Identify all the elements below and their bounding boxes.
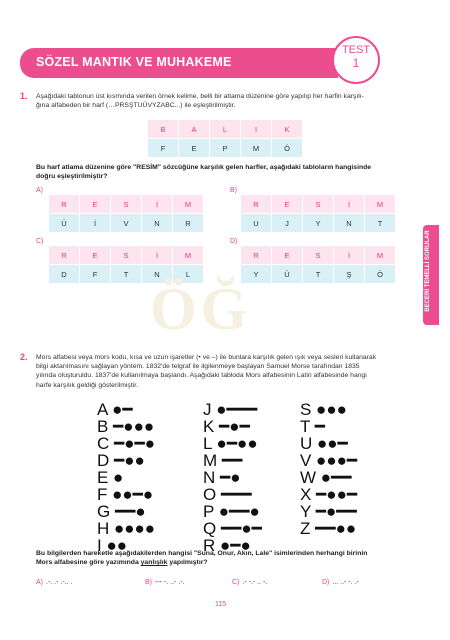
question-1-line-2: ğına alfabeden bir harf (…PRSŞTUÜVYZABC...) ile eşleştirilmiştir. xyxy=(36,102,236,110)
side-tab-label: BECERİ TEMELLİ SORULAR xyxy=(425,230,431,312)
option-cell: S xyxy=(303,195,334,214)
option-cell: Ü xyxy=(272,265,303,284)
option-cell: N xyxy=(334,214,365,233)
option-cell: İ xyxy=(142,195,173,214)
option-a-label: A) xyxy=(36,187,43,194)
option-a-table[interactable] xyxy=(48,194,204,233)
morse-entry: E ● xyxy=(97,468,124,487)
answer-c-value: .- -.- .. -. xyxy=(242,579,268,586)
option-cell: Ö xyxy=(365,265,396,284)
answer-c[interactable] xyxy=(232,579,267,586)
question-2-prompt-line-2 xyxy=(36,558,421,567)
question-2-line-4: harfe karşılık geldiği gösterilmiştir. xyxy=(36,381,138,389)
answer-b-value: --- -. ..- .-. xyxy=(155,579,185,586)
morse-entry: C ━●━● xyxy=(97,434,156,453)
morse-entry: B ━●●● xyxy=(97,417,155,436)
answer-a-value: .-. .- .-.. . xyxy=(46,579,73,586)
morse-entry: D ━●● xyxy=(97,451,145,470)
option-cell: M xyxy=(173,246,204,265)
example-top-cell: K xyxy=(272,120,303,139)
answer-d-label: D) xyxy=(322,579,330,586)
option-cell: İ xyxy=(334,246,365,265)
test-number: 1 xyxy=(352,56,360,70)
option-cell: E xyxy=(80,246,111,265)
option-b-bottom-row xyxy=(241,214,396,233)
question-1-prompt-line-1: Bu harf atlama düzenine göre "RESİM" sözcüğüne karşılık gelen harfler, aşağıdaki tabloların hangisinde xyxy=(36,164,372,171)
example-table xyxy=(147,119,303,158)
test-label: TEST xyxy=(341,44,371,56)
morse-entry: Y ━●━━ xyxy=(300,502,357,521)
morse-entry: S ●●● xyxy=(300,400,347,419)
option-cell: J xyxy=(272,214,303,233)
question-2-number: 2. xyxy=(20,352,28,362)
side-tab xyxy=(423,225,439,325)
option-cell: N xyxy=(142,214,173,233)
option-c-top-row xyxy=(49,246,204,265)
morse-entry: X ━●●━ xyxy=(300,485,358,504)
option-cell: M xyxy=(365,246,396,265)
option-cell: E xyxy=(272,195,303,214)
option-cell: Y xyxy=(241,265,272,284)
morse-entry: M ━━ xyxy=(203,451,243,470)
option-cell: N xyxy=(142,265,173,284)
answer-a-label: A) xyxy=(36,579,43,586)
question-2-intro xyxy=(36,353,418,390)
question-2-prompt xyxy=(36,549,421,567)
morse-entry: Z ━━●● xyxy=(300,519,357,538)
example-top-cell: B xyxy=(148,120,179,139)
option-cell: R xyxy=(241,195,272,214)
example-bottom-cell: Ö xyxy=(272,139,303,158)
option-cell: S xyxy=(111,246,142,265)
question-1-line-1: Aşağıdaki tablonun üst kısmında verilen örnek kelime, belli bir atlama düzenine göre yapılıp her harfin karşılı- xyxy=(36,93,364,100)
example-bottom-cell: P xyxy=(210,139,241,158)
morse-entry: W ●━━ xyxy=(300,468,352,487)
morse-entry: P ●━━● xyxy=(203,502,260,521)
morse-entry: A ●━ xyxy=(97,400,133,419)
option-cell: S xyxy=(111,195,142,214)
answer-d-value: ... ..- -. .- xyxy=(332,579,359,586)
example-bottom-cell: E xyxy=(179,139,210,158)
option-cell: M xyxy=(173,195,204,214)
background-watermark: ÖĞ xyxy=(150,276,252,342)
option-d-table[interactable] xyxy=(240,245,396,284)
option-cell: V xyxy=(111,214,142,233)
question-1-prompt-line-2: doğru eşleştirilmiştir? xyxy=(36,173,108,181)
option-cell: D xyxy=(49,265,80,284)
option-cell: T xyxy=(303,265,334,284)
question-1-number: 1. xyxy=(20,91,28,101)
answer-c-label: C) xyxy=(232,579,240,586)
option-cell: R xyxy=(241,246,272,265)
test-badge xyxy=(332,36,380,84)
option-cell: L xyxy=(173,265,204,284)
option-cell: R xyxy=(49,195,80,214)
morse-entry: L ●━●● xyxy=(203,434,258,453)
morse-entry: O ━━━ xyxy=(203,485,252,504)
option-cell: T xyxy=(365,214,396,233)
option-c-label: C) xyxy=(36,238,44,245)
morse-entry: G ━━● xyxy=(97,502,146,521)
page-number: 115 xyxy=(215,601,227,608)
morse-entry: K ━●━ xyxy=(203,417,250,436)
morse-entry: J ●━━━ xyxy=(203,400,258,419)
option-cell: İ xyxy=(334,195,365,214)
example-bottom-cell: F xyxy=(148,139,179,158)
question-1-intro xyxy=(36,92,416,110)
option-cell: S xyxy=(303,246,334,265)
option-cell: U xyxy=(241,214,272,233)
option-b-top-row xyxy=(241,195,396,214)
morse-entry: F ●●━● xyxy=(97,485,154,504)
option-cell: E xyxy=(80,195,111,214)
option-cell: F xyxy=(80,265,111,284)
answer-b[interactable] xyxy=(145,579,185,586)
option-cell: İ xyxy=(142,246,173,265)
option-cell: Ü xyxy=(49,214,80,233)
answer-d[interactable] xyxy=(322,579,359,586)
example-bottom-row xyxy=(148,139,303,158)
option-cell: R xyxy=(49,246,80,265)
option-cell: Ş xyxy=(334,265,365,284)
section-title: SÖZEL MANTIK VE MUHAKEME xyxy=(36,55,232,69)
option-cell: T xyxy=(111,265,142,284)
answer-b-label: B) xyxy=(145,579,152,586)
example-top-cell: I xyxy=(241,120,272,139)
option-cell: Y xyxy=(303,214,334,233)
question-2-line-3: yılında oluşturuldu. 1837'de kullanılmaya başlandı. Aşağıdaki tabloda Mors alfabesinin Latin alfabesinde hangi xyxy=(36,372,367,380)
option-cell: R xyxy=(173,214,204,233)
option-a-bottom-row xyxy=(49,214,204,233)
option-a-top-row xyxy=(49,195,204,214)
option-cell: İ xyxy=(80,214,111,233)
option-d-label: D) xyxy=(230,238,238,245)
prompt-emphasis: yanlışlık xyxy=(140,559,168,567)
prompt-part: Mors alfabesine göre yazımında xyxy=(36,559,141,567)
option-b-label: B) xyxy=(230,187,237,194)
prompt-part: yapılmıştır? xyxy=(167,559,208,567)
page-header xyxy=(0,40,450,82)
option-cell: M xyxy=(365,195,396,214)
morse-entry: R ●━● xyxy=(203,536,251,555)
example-bottom-cell: M xyxy=(241,139,272,158)
morse-entry: Q ━━●━ xyxy=(203,519,262,538)
example-top-row xyxy=(148,120,303,139)
morse-entry: I ●● xyxy=(97,536,127,555)
morse-entry: T ━ xyxy=(300,417,326,436)
question-2-line-2: bilgi aktarılmasını sağlayan yöntem. 1832'de telgraf ile ilgilenmeye başlayan Samuel Morse tarafından 1835 xyxy=(36,363,360,371)
example-top-cell: A xyxy=(179,120,210,139)
option-b-table[interactable] xyxy=(240,194,396,233)
question-2-prompt-line-1: Bu bilgilerden hareketle aşağıdakilerden hangisi "Suna, Onur, Akın, Lale" isimlerinden herhangi birinin xyxy=(36,550,368,557)
option-cell: E xyxy=(272,246,303,265)
option-d-bottom-row xyxy=(241,265,396,284)
morse-entry: H ●●●● xyxy=(97,519,156,538)
question-1-prompt xyxy=(36,163,416,181)
answer-a[interactable] xyxy=(36,579,72,586)
example-top-cell: L xyxy=(210,120,241,139)
question-2-line-1: Mors alfabesi veya mors kodu, kısa ve uzun işaretler (• ve –) ile bunlara karşılık gelen ışık veya sesleri kullanarak xyxy=(36,354,377,361)
morse-entry: N ━● xyxy=(203,468,241,487)
option-d-top-row xyxy=(241,246,396,265)
morse-entry: U ●●━ xyxy=(300,434,348,453)
morse-entry: V ●●●━ xyxy=(300,451,358,470)
